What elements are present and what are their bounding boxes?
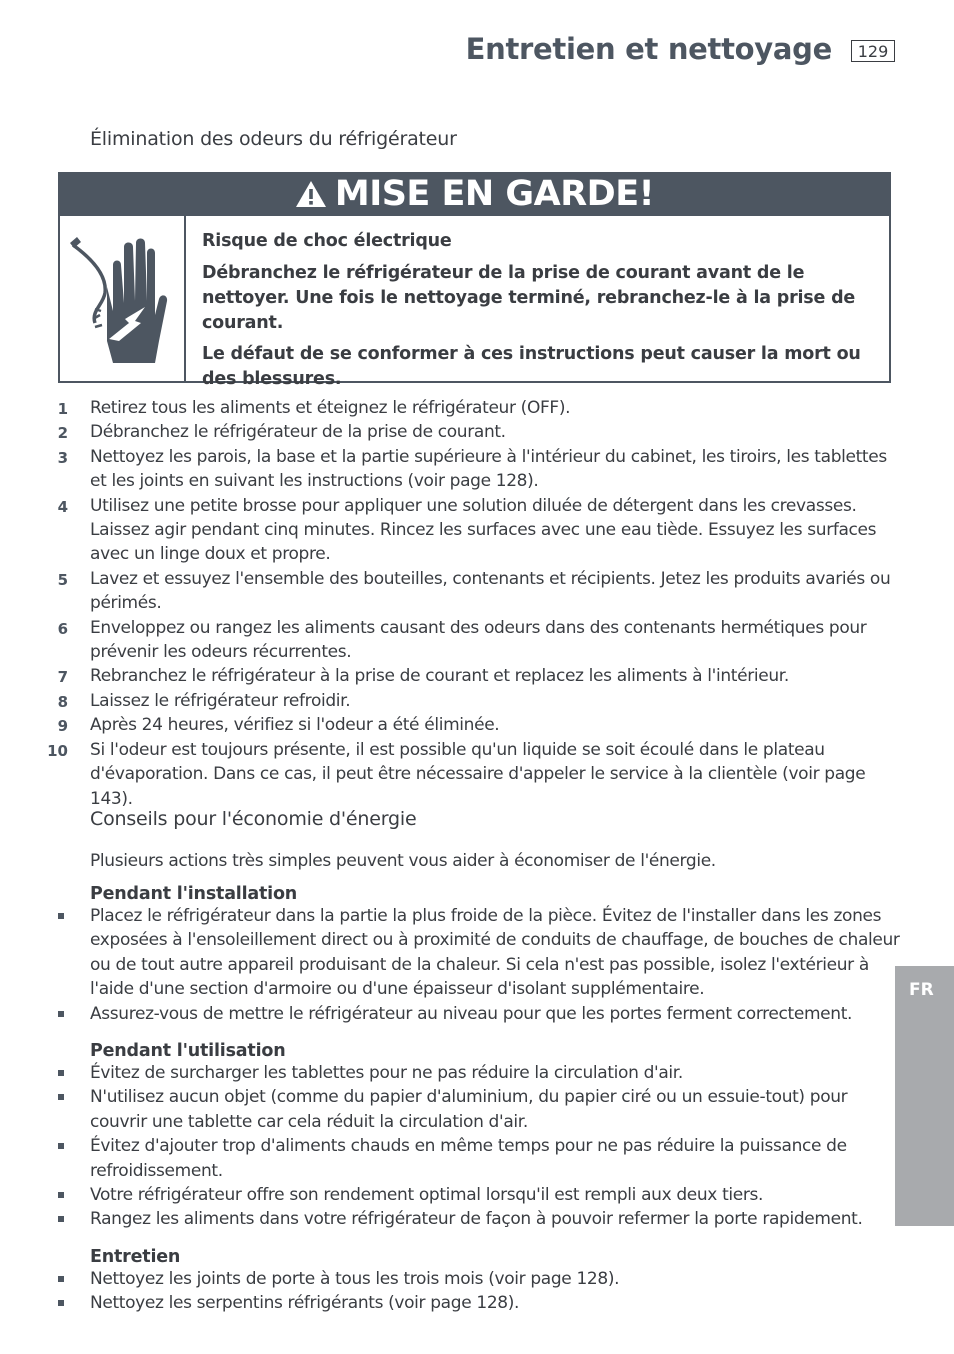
list-item (0, 689, 954, 713)
warning-risk: Risque de choc électrique (202, 231, 452, 251)
electric-shock-hand-icon (69, 231, 173, 365)
warning-consequence: Le défaut de se conformer à ces instructions peut causer la mort ou des blessures. (202, 344, 861, 389)
step-number: 9 (57, 717, 68, 736)
step-text: Après 24 heures, vérifiez si l'odeur a été éliminée. (90, 715, 500, 736)
bullet-text: Placez le réfrigérateur dans la partie la plus froide de la pièce. Évitez de l'installer dans les zones exposées à l'ensoleillement direct ou à proximité de conduits de chauffage, de bouches de chaleur ou de tout autre appareil produisant de la chaleur. Si cela n'est pas possible, isolez l'extérieur à l'aide d'une section d'armoire ou d'une épaisseur d'isolant supplémentaire. (90, 906, 900, 1000)
step-number: 4 (57, 497, 68, 516)
list-item (0, 1134, 954, 1183)
bullet-text: Assurez-vous de mettre le réfrigérateur au niveau pour que les portes ferment correctement. (90, 1003, 853, 1024)
bullet-marker (58, 913, 64, 919)
usage-list (0, 1061, 954, 1232)
step-number: 1 (57, 400, 68, 418)
cleaning-steps-list (0, 396, 954, 811)
list-item (0, 904, 954, 1002)
odor-section-heading: Élimination des odeurs du réfrigérateur (90, 128, 457, 150)
list-item (0, 713, 954, 737)
list-item (0, 1061, 954, 1085)
list-item (0, 664, 954, 688)
list-item (0, 1267, 954, 1291)
energy-intro: Plusieurs actions très simples peuvent vous aider à économiser de l'énergie. (90, 851, 716, 871)
bullet-marker (58, 1216, 64, 1222)
bullet-text: Rangez les aliments dans votre réfrigérateur de façon à pouvoir refermer la porte rapidement. (90, 1209, 863, 1230)
step-text: Lavez et essuyez l'ensemble des bouteilles, contenants et récipients. Jetez les produits avariés ou périmés. (90, 568, 891, 614)
list-item (0, 616, 954, 665)
installation-list (0, 904, 954, 1026)
list-item (0, 567, 954, 616)
warning-box (58, 215, 891, 389)
language-tab-label: FR (909, 980, 934, 1000)
maintenance-list (0, 1267, 954, 1316)
list-item (0, 1207, 954, 1231)
bullet-marker (58, 1143, 64, 1149)
list-item (0, 396, 954, 420)
step-number: 8 (57, 692, 68, 711)
step-text: Enveloppez ou rangez les aliments causant des odeurs dans des contenants hermétiques pour prévenir les odeurs récurrentes. (90, 617, 867, 663)
energy-section-heading: Conseils pour l'économie d'énergie (90, 808, 417, 830)
step-text: Retirez tous les aliments et éteignez le réfrigérateur (OFF). (90, 398, 571, 418)
step-text: Débranchez le réfrigérateur de la prise de courant. (90, 422, 506, 443)
warning-instruction: Débranchez le réfrigérateur de la prise de courant avant de le nettoyer. Une fois le nettoyage terminé, rebranchez-le à la prise de courant. (202, 263, 856, 333)
bullet-marker (58, 1070, 64, 1076)
list-item (0, 1183, 954, 1207)
warning-text (202, 229, 882, 398)
bullet-text: N'utilisez aucun objet (comme du papier d'aluminium, du papier ciré ou un essuie-tout) pour couvrir une tablette car cela réduit la circulation d'air. (90, 1087, 848, 1132)
bullet-marker (58, 1300, 64, 1306)
list-item (0, 1085, 954, 1134)
step-text: Laissez le réfrigérateur refroidir. (90, 690, 351, 711)
bullet-text: Nettoyez les serpentins réfrigérants (voir page 128). (90, 1293, 520, 1314)
step-text: Rebranchez le réfrigérateur à la prise de courant et replacez les aliments à l'intérieur. (90, 666, 789, 687)
list-item (0, 420, 954, 444)
step-text: Utilisez une petite brosse pour appliquer une solution diluée de détergent dans les crevasses. Laissez agir pendant cinq minutes. Rincez les surfaces avec une eau tiède. Essuyez les surfaces avec un linge doux et propre. (90, 495, 877, 565)
warning-triangle-icon (295, 175, 327, 220)
bullet-marker (58, 1276, 64, 1282)
step-text: Nettoyez les parois, la base et la partie supérieure à l'intérieur du cabinet, les tiroirs, les tablettes et les joints en suivant les instructions (voir page 128). (90, 446, 887, 492)
usage-heading: Pendant l'utilisation (90, 1041, 286, 1061)
step-number: 6 (57, 619, 68, 638)
warning-icon-cell (60, 215, 186, 381)
list-item (0, 1291, 954, 1315)
maintenance-heading: Entretien (90, 1247, 181, 1267)
step-number: 5 (57, 570, 68, 589)
page-title: Entretien et nettoyage (465, 32, 832, 66)
step-number: 3 (57, 448, 68, 467)
list-item (0, 494, 954, 567)
bullet-text: Nettoyez les joints de porte à tous les trois mois (voir page 128). (90, 1269, 620, 1289)
bullet-marker (58, 1192, 64, 1198)
page-number: 129 (851, 40, 895, 62)
bullet-marker (58, 1011, 64, 1017)
bullet-marker (58, 1094, 64, 1100)
bullet-text: Évitez de surcharger les tablettes pour ne pas réduire la circulation d'air. (90, 1063, 683, 1083)
step-number: 10 (47, 741, 68, 760)
step-text: Si l'odeur est toujours présente, il est possible qu'un liquide se soit écoulé dans le plateau d'évaporation. Dans ce cas, il peut être nécessaire d'appeler le service à la clientèle (voir page 143). (90, 739, 866, 809)
warning-banner (58, 172, 891, 216)
bullet-text: Votre réfrigérateur offre son rendement optimal lorsqu'il est rempli aux deux tiers. (90, 1185, 764, 1206)
list-item (0, 445, 954, 494)
step-number: 7 (57, 668, 68, 687)
installation-heading: Pendant l'installation (90, 884, 298, 904)
list-item (0, 1002, 954, 1026)
list-item (0, 738, 954, 811)
language-tab (895, 966, 954, 1226)
bullet-text: Évitez d'ajouter trop d'aliments chauds en même temps pour ne pas réduire la puissance de refroidissement. (90, 1136, 847, 1181)
step-number: 2 (57, 424, 68, 443)
warning-title: MISE EN GARDE! (334, 174, 655, 214)
